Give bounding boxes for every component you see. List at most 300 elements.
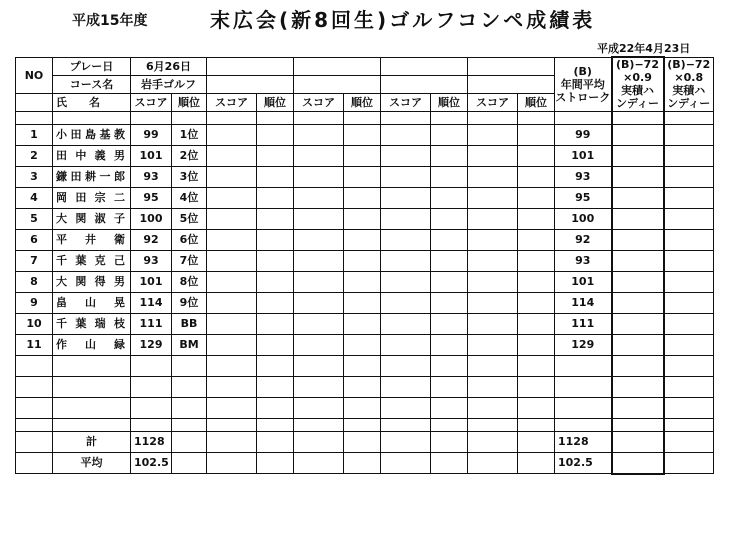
empty-cell xyxy=(344,334,381,355)
empty-cell xyxy=(381,111,431,124)
player-score: 95 xyxy=(131,187,172,208)
empty-cell xyxy=(294,75,381,93)
empty-cell xyxy=(207,145,257,166)
table-row xyxy=(16,250,714,271)
empty-cell xyxy=(294,313,344,334)
empty-cell xyxy=(518,452,555,474)
empty-cell xyxy=(381,124,431,145)
empty-cell xyxy=(294,292,344,313)
empty-cell xyxy=(207,292,257,313)
empty-cell xyxy=(344,376,381,397)
empty-cell xyxy=(16,111,53,124)
empty-cell xyxy=(207,229,257,250)
empty-cell xyxy=(612,418,664,431)
empty-cell xyxy=(381,250,431,271)
player-name: 畠山晃 xyxy=(53,292,131,313)
empty-cell xyxy=(431,397,468,418)
no-header: NO xyxy=(16,57,53,93)
total-score: 1128 xyxy=(131,431,172,452)
empty-cell xyxy=(294,145,344,166)
handicap-09-cell xyxy=(612,229,664,250)
empty-cell xyxy=(612,376,664,397)
empty-cell xyxy=(468,229,518,250)
empty-cell xyxy=(257,208,294,229)
handicap-08-cell xyxy=(664,431,714,452)
empty-cell xyxy=(257,292,294,313)
empty-cell xyxy=(664,355,714,376)
empty-cell xyxy=(294,376,344,397)
player-rank: BM xyxy=(172,334,207,355)
handicap-09-header: (B)−72 ×0.9 実積ハ ンディー xyxy=(612,57,664,111)
empty-cell xyxy=(468,431,518,452)
empty-cell xyxy=(381,397,431,418)
empty-cell xyxy=(207,57,294,75)
empty-cell xyxy=(131,355,172,376)
player-avg-stroke: 100 xyxy=(555,208,612,229)
empty-cell xyxy=(294,355,344,376)
empty-cell xyxy=(468,292,518,313)
empty-cell xyxy=(294,452,344,474)
player-score: 129 xyxy=(131,334,172,355)
empty-cell xyxy=(257,250,294,271)
empty-cell xyxy=(294,208,344,229)
empty-cell xyxy=(518,355,555,376)
empty-cell xyxy=(468,452,518,474)
empty-cell xyxy=(664,111,714,124)
empty-cell xyxy=(172,452,207,474)
empty-cell xyxy=(431,208,468,229)
empty-cell xyxy=(207,418,257,431)
empty-cell xyxy=(381,75,468,93)
empty-cell xyxy=(172,431,207,452)
empty-cell xyxy=(257,313,294,334)
table-row xyxy=(16,111,714,124)
empty-cell xyxy=(381,208,431,229)
player-rank: 8位 xyxy=(172,271,207,292)
empty-cell xyxy=(344,397,381,418)
empty-cell xyxy=(468,355,518,376)
empty-cell xyxy=(344,124,381,145)
player-no: 8 xyxy=(16,271,53,292)
empty-cell xyxy=(344,187,381,208)
empty-cell xyxy=(53,418,131,431)
empty-cell xyxy=(257,418,294,431)
empty-cell xyxy=(518,418,555,431)
player-avg-stroke: 93 xyxy=(555,250,612,271)
player-no: 1 xyxy=(16,124,53,145)
empty-cell xyxy=(518,431,555,452)
handicap-08-cell xyxy=(664,187,714,208)
table-row xyxy=(16,187,714,208)
empty-cell xyxy=(207,376,257,397)
empty-cell xyxy=(555,355,612,376)
handicap-09-cell xyxy=(612,187,664,208)
empty-cell xyxy=(555,397,612,418)
empty-cell xyxy=(555,111,612,124)
handicap-09-cell xyxy=(612,452,664,474)
handicap-09-cell xyxy=(612,124,664,145)
avg-stroke-header: (B) 年間平均 ストローク xyxy=(555,57,612,111)
player-no: 11 xyxy=(16,334,53,355)
empty-cell xyxy=(431,166,468,187)
empty-cell xyxy=(518,376,555,397)
table-row xyxy=(16,313,714,334)
empty-cell xyxy=(664,397,714,418)
average-avg-stroke: 102.5 xyxy=(555,452,612,474)
empty-cell xyxy=(16,418,53,431)
empty-cell xyxy=(16,376,53,397)
empty-cell xyxy=(468,166,518,187)
empty-cell xyxy=(555,376,612,397)
empty-cell xyxy=(344,292,381,313)
empty-cell xyxy=(257,452,294,474)
player-avg-stroke: 93 xyxy=(555,166,612,187)
empty-cell xyxy=(172,397,207,418)
empty-cell xyxy=(431,250,468,271)
empty-cell xyxy=(381,57,468,75)
player-score: 100 xyxy=(131,208,172,229)
player-rank: 6位 xyxy=(172,229,207,250)
empty-cell xyxy=(431,355,468,376)
empty-cell xyxy=(381,292,431,313)
player-score: 101 xyxy=(131,271,172,292)
empty-cell xyxy=(431,145,468,166)
handicap-08-cell xyxy=(664,145,714,166)
handicap-08-cell xyxy=(664,166,714,187)
empty-cell xyxy=(518,313,555,334)
empty-cell xyxy=(468,418,518,431)
empty-cell xyxy=(257,229,294,250)
empty-cell xyxy=(344,145,381,166)
player-name: 作山緑 xyxy=(53,334,131,355)
empty-cell xyxy=(468,187,518,208)
player-avg-stroke: 114 xyxy=(555,292,612,313)
table-row xyxy=(16,397,714,418)
rank-header: 順位 xyxy=(344,93,381,111)
empty-cell xyxy=(381,145,431,166)
event-date: 6月26日 xyxy=(131,57,207,75)
empty-cell xyxy=(257,271,294,292)
handicap-08-cell xyxy=(664,250,714,271)
table-row xyxy=(16,166,714,187)
empty-cell xyxy=(172,355,207,376)
empty-cell xyxy=(344,355,381,376)
handicap-09-cell xyxy=(612,145,664,166)
empty-cell xyxy=(294,250,344,271)
empty-cell xyxy=(294,187,344,208)
empty-cell xyxy=(468,334,518,355)
handicap-08-cell xyxy=(664,208,714,229)
empty-cell xyxy=(431,187,468,208)
empty-cell xyxy=(257,431,294,452)
player-avg-stroke: 111 xyxy=(555,313,612,334)
handicap-08-cell xyxy=(664,124,714,145)
player-name: 鎌田耕一郎 xyxy=(53,166,131,187)
empty-cell xyxy=(431,418,468,431)
empty-cell xyxy=(612,355,664,376)
empty-cell xyxy=(381,229,431,250)
player-rank: BB xyxy=(172,313,207,334)
empty-cell xyxy=(53,111,131,124)
course-name: 岩手ゴルフ xyxy=(131,75,207,93)
empty-cell xyxy=(207,271,257,292)
player-rank: 9位 xyxy=(172,292,207,313)
empty-cell xyxy=(207,166,257,187)
empty-cell xyxy=(518,229,555,250)
player-rank: 5位 xyxy=(172,208,207,229)
handicap-09-cell xyxy=(612,292,664,313)
empty-cell xyxy=(294,57,381,75)
empty-cell xyxy=(381,271,431,292)
empty-cell xyxy=(131,418,172,431)
player-no: 3 xyxy=(16,166,53,187)
empty-cell xyxy=(431,431,468,452)
handicap-09-cell xyxy=(612,250,664,271)
empty-cell xyxy=(381,166,431,187)
score-header: スコア xyxy=(131,93,172,111)
empty-cell xyxy=(518,145,555,166)
empty-cell xyxy=(257,355,294,376)
empty-cell xyxy=(344,111,381,124)
empty-cell xyxy=(431,292,468,313)
empty-cell xyxy=(431,124,468,145)
handicap-09-cell xyxy=(612,431,664,452)
rank-header: 順位 xyxy=(431,93,468,111)
score-header: スコア xyxy=(468,93,518,111)
empty-cell xyxy=(468,313,518,334)
empty-cell xyxy=(344,250,381,271)
empty-cell xyxy=(468,75,555,93)
empty-cell xyxy=(518,187,555,208)
empty-cell xyxy=(518,397,555,418)
empty-cell xyxy=(207,187,257,208)
player-score: 114 xyxy=(131,292,172,313)
empty-cell xyxy=(518,124,555,145)
empty-cell xyxy=(664,418,714,431)
player-avg-stroke: 92 xyxy=(555,229,612,250)
empty-cell xyxy=(294,334,344,355)
score-header: スコア xyxy=(381,93,431,111)
empty-cell xyxy=(468,250,518,271)
empty-cell xyxy=(16,355,53,376)
player-name: 平井衛 xyxy=(53,229,131,250)
page-title: 末広会(新8回生)ゴルフコンペ成績表 xyxy=(210,8,596,32)
empty-cell xyxy=(468,145,518,166)
handicap-09-cell xyxy=(612,334,664,355)
empty-cell xyxy=(257,124,294,145)
empty-cell xyxy=(518,292,555,313)
total-avg-stroke: 1128 xyxy=(555,431,612,452)
handicap-08-cell xyxy=(664,292,714,313)
empty-cell xyxy=(207,355,257,376)
rank-header: 順位 xyxy=(172,93,207,111)
handicap-09-cell xyxy=(612,166,664,187)
table-row xyxy=(16,355,714,376)
empty-cell xyxy=(344,452,381,474)
name-header: 氏 名 xyxy=(53,93,131,111)
player-no: 2 xyxy=(16,145,53,166)
player-no: 9 xyxy=(16,292,53,313)
empty-cell xyxy=(257,334,294,355)
empty-cell xyxy=(207,452,257,474)
empty-cell xyxy=(468,397,518,418)
empty-cell xyxy=(207,124,257,145)
empty-cell xyxy=(257,187,294,208)
average-score: 102.5 xyxy=(131,452,172,474)
empty-cell xyxy=(172,376,207,397)
empty-cell xyxy=(344,166,381,187)
handicap-08-cell xyxy=(664,334,714,355)
empty-cell xyxy=(431,271,468,292)
empty-cell xyxy=(518,166,555,187)
handicap-09-cell xyxy=(612,208,664,229)
empty-cell xyxy=(131,376,172,397)
table-row xyxy=(16,229,714,250)
empty-cell xyxy=(294,124,344,145)
player-score: 99 xyxy=(131,124,172,145)
empty-cell xyxy=(468,111,518,124)
empty-cell xyxy=(207,397,257,418)
empty-cell xyxy=(555,418,612,431)
handicap-09-cell xyxy=(612,271,664,292)
empty-cell xyxy=(294,166,344,187)
handicap-08-cell xyxy=(664,313,714,334)
table-row xyxy=(16,452,714,474)
empty-cell xyxy=(294,111,344,124)
player-no: 6 xyxy=(16,229,53,250)
empty-cell xyxy=(257,376,294,397)
handicap-08-cell xyxy=(664,452,714,474)
table-row xyxy=(16,376,714,397)
empty-cell xyxy=(468,57,555,75)
play-date-label: プレー日 xyxy=(53,57,131,75)
empty-cell xyxy=(257,111,294,124)
player-rank: 4位 xyxy=(172,187,207,208)
empty-cell xyxy=(207,431,257,452)
rank-header: 順位 xyxy=(518,93,555,111)
table-row xyxy=(16,145,714,166)
player-name: 小田島基教 xyxy=(53,124,131,145)
handicap-08-cell xyxy=(664,271,714,292)
player-name: 千葉瑞枝 xyxy=(53,313,131,334)
table-row xyxy=(16,124,714,145)
handicap-09-cell xyxy=(612,313,664,334)
empty-cell xyxy=(53,376,131,397)
table-row xyxy=(16,271,714,292)
empty-cell xyxy=(131,397,172,418)
player-score: 93 xyxy=(131,250,172,271)
empty-cell xyxy=(381,187,431,208)
player-rank: 1位 xyxy=(172,124,207,145)
player-rank: 3位 xyxy=(172,166,207,187)
empty-cell xyxy=(344,431,381,452)
empty-cell xyxy=(207,313,257,334)
player-name: 大関淑子 xyxy=(53,208,131,229)
score-header: スコア xyxy=(207,93,257,111)
empty-cell xyxy=(294,431,344,452)
empty-cell xyxy=(612,111,664,124)
empty-cell xyxy=(664,376,714,397)
empty-cell xyxy=(431,334,468,355)
empty-cell xyxy=(431,313,468,334)
player-avg-stroke: 101 xyxy=(555,271,612,292)
empty-cell xyxy=(518,111,555,124)
player-no: 7 xyxy=(16,250,53,271)
player-rank: 2位 xyxy=(172,145,207,166)
empty-cell xyxy=(381,431,431,452)
empty-cell xyxy=(344,418,381,431)
player-name: 岡田宗二 xyxy=(53,187,131,208)
empty-cell xyxy=(431,111,468,124)
empty-cell xyxy=(468,208,518,229)
handicap-08-header: (B)−72 ×0.8 実積ハ ンディー xyxy=(664,57,714,111)
empty-cell xyxy=(294,418,344,431)
table-row xyxy=(16,208,714,229)
results-table xyxy=(15,56,714,475)
empty-cell xyxy=(518,250,555,271)
empty-cell xyxy=(294,271,344,292)
player-avg-stroke: 129 xyxy=(555,334,612,355)
empty-cell xyxy=(344,229,381,250)
empty-cell xyxy=(468,124,518,145)
player-avg-stroke: 101 xyxy=(555,145,612,166)
empty-cell xyxy=(172,418,207,431)
score-header: スコア xyxy=(294,93,344,111)
empty-cell xyxy=(294,397,344,418)
empty-cell xyxy=(207,250,257,271)
empty-cell xyxy=(431,229,468,250)
player-score: 92 xyxy=(131,229,172,250)
player-score: 111 xyxy=(131,313,172,334)
empty-cell xyxy=(468,376,518,397)
empty-cell xyxy=(16,397,53,418)
table-row xyxy=(16,431,714,452)
player-no: 10 xyxy=(16,313,53,334)
average-label: 平均 xyxy=(53,452,131,474)
fiscal-year: 平成15年度 xyxy=(72,13,148,29)
empty-cell xyxy=(381,334,431,355)
player-score: 101 xyxy=(131,145,172,166)
empty-cell xyxy=(431,376,468,397)
empty-cell xyxy=(53,355,131,376)
player-score: 93 xyxy=(131,166,172,187)
player-no: 5 xyxy=(16,208,53,229)
report-date: 平成22年4月23日 xyxy=(597,42,691,55)
empty-cell xyxy=(16,431,53,452)
empty-cell xyxy=(612,397,664,418)
player-avg-stroke: 95 xyxy=(555,187,612,208)
empty-cell xyxy=(468,271,518,292)
empty-cell xyxy=(518,208,555,229)
empty-cell xyxy=(16,452,53,474)
empty-cell xyxy=(381,452,431,474)
total-label: 計 xyxy=(53,431,131,452)
player-name: 千葉克己 xyxy=(53,250,131,271)
empty-cell xyxy=(381,355,431,376)
table-row xyxy=(16,334,714,355)
player-avg-stroke: 99 xyxy=(555,124,612,145)
empty-cell xyxy=(172,111,207,124)
empty-cell xyxy=(16,93,53,111)
empty-cell xyxy=(207,111,257,124)
empty-cell xyxy=(518,334,555,355)
empty-cell xyxy=(381,376,431,397)
empty-cell xyxy=(344,313,381,334)
empty-cell xyxy=(381,418,431,431)
empty-cell xyxy=(257,166,294,187)
course-name-label: コース名 xyxy=(53,75,131,93)
empty-cell xyxy=(518,271,555,292)
